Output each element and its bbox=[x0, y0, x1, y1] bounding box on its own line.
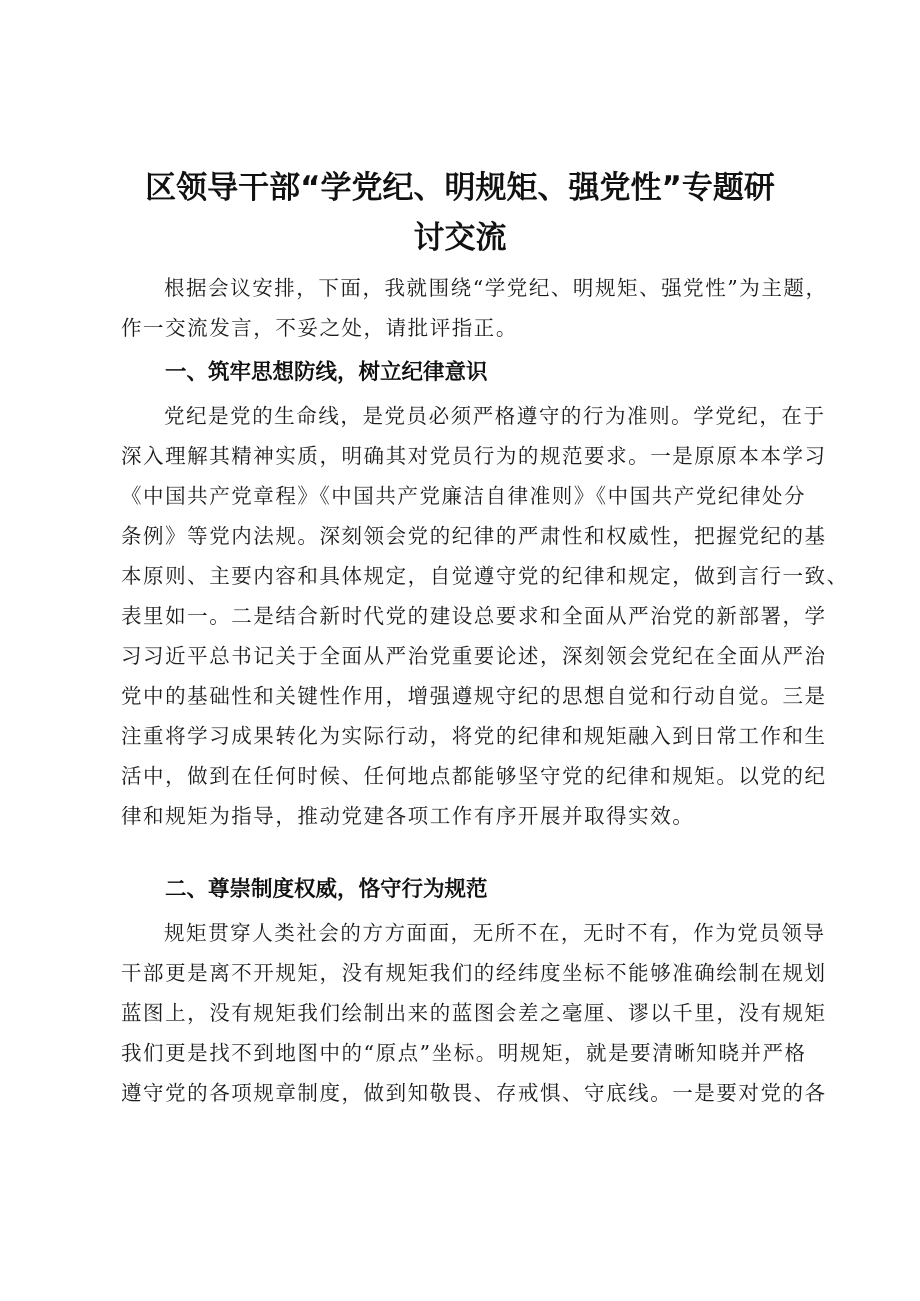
paragraph-line: 条例》等党内法规。深刻领会党的纪律的严肃性和权威性，把握党纪的基 bbox=[121, 524, 827, 548]
paragraph-line: 我们更是找不到地图中的“原点”坐标。明规矩，就是要清晰知晓并严格 bbox=[121, 1041, 807, 1065]
paragraph-line: 习习近平总书记关于全面从严治党重要论述，深刻领会党纪在全面从严治 bbox=[121, 644, 827, 668]
paragraph-line: 党纪是党的生命线，是党员必须严格遵守的行为准则。学党纪，在于 bbox=[164, 404, 826, 428]
document-title-line-2: 讨交流 bbox=[413, 220, 507, 256]
paragraph-line: 规矩贯穿人类社会的方方面面，无所不在，无时不有，作为党员领导 bbox=[164, 921, 826, 945]
paragraph-line: 本原则、主要内容和具体规定，自觉遵守党的纪律和规定，做到言行一致、 bbox=[121, 564, 849, 588]
paragraph-line: 根据会议安排，下面，我就围绕“学党纪、明规矩、强党性”为主题， bbox=[164, 276, 828, 300]
section-2-paragraph bbox=[121, 913, 826, 1113]
section-1-heading: 一、筑牢思想防线，树立纪律意识 bbox=[165, 360, 488, 385]
paragraph-line: 蓝图上，没有规矩我们绘制出来的蓝图会差之毫厘、谬以千里，没有规矩 bbox=[121, 1001, 827, 1025]
paragraph-line: 表里如一。二是结合新时代党的建设总要求和全面从严治党的新部署，学 bbox=[121, 604, 827, 628]
paragraph-line: 活中，做到在任何时候、任何地点都能够坚守党的纪律和规矩。以党的纪 bbox=[121, 764, 827, 788]
paragraph-line: 作一交流发言，不妥之处，请批评指正。 bbox=[121, 316, 518, 340]
paragraph-line: 《中国共产党章程》《中国共产党廉洁自律准则》《中国共产党纪律处分 bbox=[121, 484, 807, 508]
paragraph-line: 律和规矩为指导，推动党建各项工作有序开展并取得实效。 bbox=[121, 804, 695, 828]
paragraph-line: 遵守党的各项规章制度，做到知敬畏、存戒惧、守底线。一是要对党的各 bbox=[121, 1081, 827, 1105]
section-2-heading: 二、尊崇制度权威，恪守行为规范 bbox=[165, 877, 488, 902]
intro-paragraph bbox=[121, 268, 826, 348]
paragraph-line: 党中的基础性和关键性作用，增强遵规守纪的思想自觉和行动自觉。三是 bbox=[121, 684, 827, 708]
paragraph-line: 深入理解其精神实质，明确其对党员行为的规范要求。一是原原本本学习 bbox=[121, 444, 827, 468]
paragraph-line: 注重将学习成果转化为实际行动，将党的纪律和规矩融入到日常工作和生 bbox=[121, 724, 827, 748]
document-title-line-1: 区领导干部“学党纪、明规矩、强党性”专题研 bbox=[145, 170, 775, 206]
section-1-paragraph bbox=[121, 396, 849, 836]
paragraph-line: 干部更是离不开规矩，没有规矩我们的经纬度坐标不能够准确绘制在规划 bbox=[121, 961, 827, 985]
